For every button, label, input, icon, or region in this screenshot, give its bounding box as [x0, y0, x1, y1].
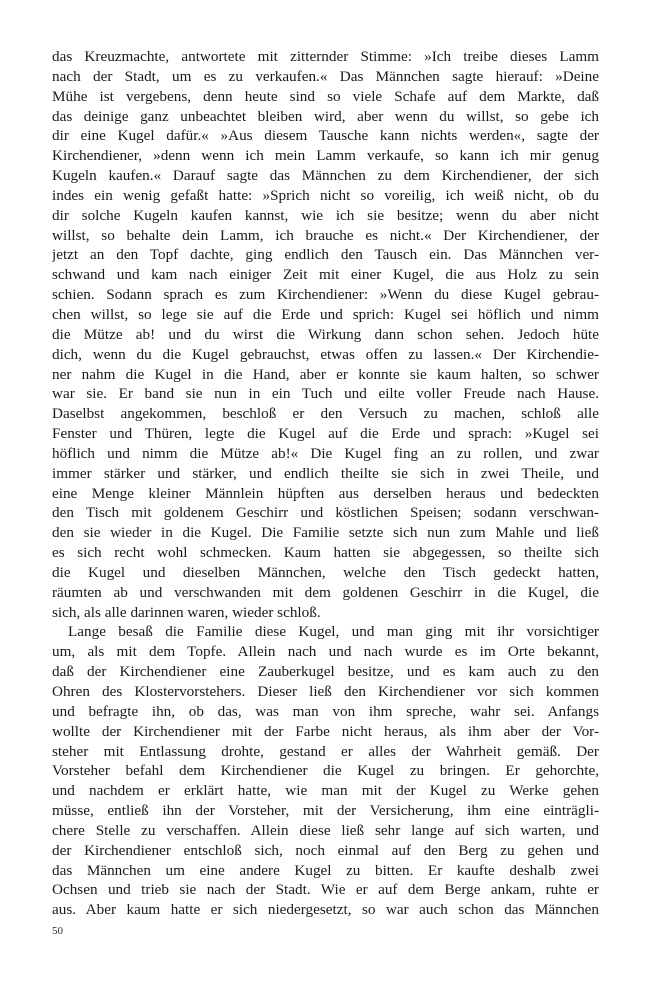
text-line: das Männchen um eine andere Kugel zu bitten. Er kaufte deshalb zwei [52, 861, 599, 879]
text-line: Ochsen und trieb sie nach der Stadt. Wie er auf dem Berge ankam, ruhte er [52, 881, 599, 899]
text-line: steher mit Entlassung drohte, gestand er alles der Wahrheit gemäß. Der [52, 742, 599, 760]
text-line: müsse, entließ ihn der Vorsteher, mit der Versicherung, ihm eine einträgli- [52, 802, 599, 820]
text-line: den sie wieder in die Kugel. Die Familie setzte sich nun zum Mahle und ließ [52, 524, 599, 542]
text-line: schien. Sodann sprach es zum Kirchendiener: »Wenn du diese Kugel gebrau- [52, 286, 599, 304]
text-line: Vorsteher befahl dem Kirchendiener die Kugel zu bringen. Er gehorchte, [52, 762, 599, 780]
text-line: aus. Aber kaum hatte er sich niedergesetzt, so war auch schon das Männchen [52, 901, 599, 919]
page-number: 50 [52, 925, 63, 937]
text-line: Ohren des Klostervorstehers. Dieser ließ den Kirchendiener vor sich kommen [52, 683, 599, 700]
text-line: schwand und kam nach einiger Zeit mit einer Kugel, die aus Holz zu sein [52, 266, 599, 284]
text-line: die Mütze ab! und du wirst die Wirkung dann schon sehen. Jedoch hüte [52, 325, 599, 343]
text-line: den Tisch mit goldenem Geschirr und köstlichen Speisen; sodann verschwan- [52, 504, 599, 522]
text-line: Lange besaß die Familie diese Kugel, und man ging mit ihr vorsichtiger [68, 623, 599, 641]
text-line: Kugeln kaufen.« Darauf sagte das Männchen zu dem Kirchendiener, der sich [52, 167, 599, 185]
text-line: höflich und nimm die Mütze ab!« Die Kugel fing an zu rollen, und zwar [52, 444, 599, 462]
text-line: ner nahm die Kugel in die Hand, aber er konnte sie kaum halten, so schwer [52, 365, 599, 383]
text-line: räumten ab und verschwanden mit dem goldenen Geschirr in die Kugel, die [52, 583, 599, 601]
text-line: Kirchendiener, »denn wenn ich mein Lamm verkaufe, so kann ich mir genug [52, 147, 599, 165]
text-line: Fenster und Thüren, legte die Kugel auf die Erde und sprach: »Kugel sei [52, 425, 599, 443]
text-line: das deinige ganz unbeachtet bleiben wird, aber wenn du willst, so gebe ich [52, 107, 599, 125]
text-line: eine Menge kleiner Männlein hüpften aus derselben heraus und bedeckten [52, 484, 599, 502]
text-line: willst, so behalte dein Lamm, ich brauche es nicht.« Der Kirchendiener, der [52, 226, 599, 244]
text-line: Daselbst angekommen, beschloß er den Versuch zu machen, schloß alle [52, 405, 599, 423]
text-block [52, 47, 599, 920]
text-line: daß der Kirchendiener eine Zauberkugel besitze, und es kam auch zu den [52, 663, 599, 681]
text-line: indes ein wenig gefaßt hatte: »Sprich nicht so voreilig, ich weiß nicht, ob du [52, 186, 599, 204]
text-line: es sich recht wohl schmecken. Kaum hatten sie abgegessen, so theilte sich [52, 544, 599, 562]
text-line: chen willst, so lege sie auf die Erde und sprich: Kugel sei höflich und nimm [52, 305, 599, 323]
text-line: chere Stelle zu verschaffen. Allein diese ließ sehr lange auf sich warten, und [52, 821, 599, 839]
text-line: war sie. Er band sie nun in ein Tuch und eilte voller Freude nach Hause. [52, 385, 599, 403]
text-line: dich, wenn du die Kugel gebrauchst, etwas offen zu lassen.« Der Kirchendie- [52, 345, 599, 363]
text-line: dir eine Kugel dafür.« »Aus diesem Tausche kann nichts werden«, sagte der [52, 127, 599, 145]
text-line: immer stärker und stärker, und endlich theilte sie sich in zwei Theile, und [52, 464, 599, 482]
text-line: dir solche Kugeln kaufen kannst, wie ich sie besitze; wenn du aber nicht [52, 206, 599, 224]
text-line: nach der Stadt, um es zu verkaufen.« Das Männchen sagte hierauf: »Deine [52, 67, 599, 85]
text-line: der Kirchendiener entschloß sich, noch einmal auf den Berg zu gehen und [52, 841, 599, 859]
text-line: das Kreuzmachte, antwortete mit zitternder Stimme: »Ich treibe dieses Lamm [52, 48, 599, 65]
text-line: jetzt an den Topf dachte, ging endlich den Tausch ein. Das Männchen ver- [52, 246, 599, 264]
text-line: die Kugel und dieselben Männchen, welche den Tisch gedeckt hatten, [52, 563, 599, 581]
text-line: und befragte ihn, ob das, was man von ihm spreche, wahr sei. Anfangs [52, 702, 599, 720]
text-line: und nachdem er erklärt hatte, wie man mit der Kugel zu Werke gehen [52, 782, 599, 800]
text-line: wollte der Kirchendiener mit der Farbe nicht heraus, als ihm aber der Vor- [52, 722, 599, 740]
text-line: um, als mit dem Topfe. Allein nach und nach wurde es im Orte bekannt, [52, 643, 599, 661]
text-line: sich, als alle darinnen waren, wieder schloß. [52, 603, 321, 621]
text-line: Mühe ist vergebens, denn heute sind so viele Schafe auf dem Markte, daß [52, 87, 599, 105]
